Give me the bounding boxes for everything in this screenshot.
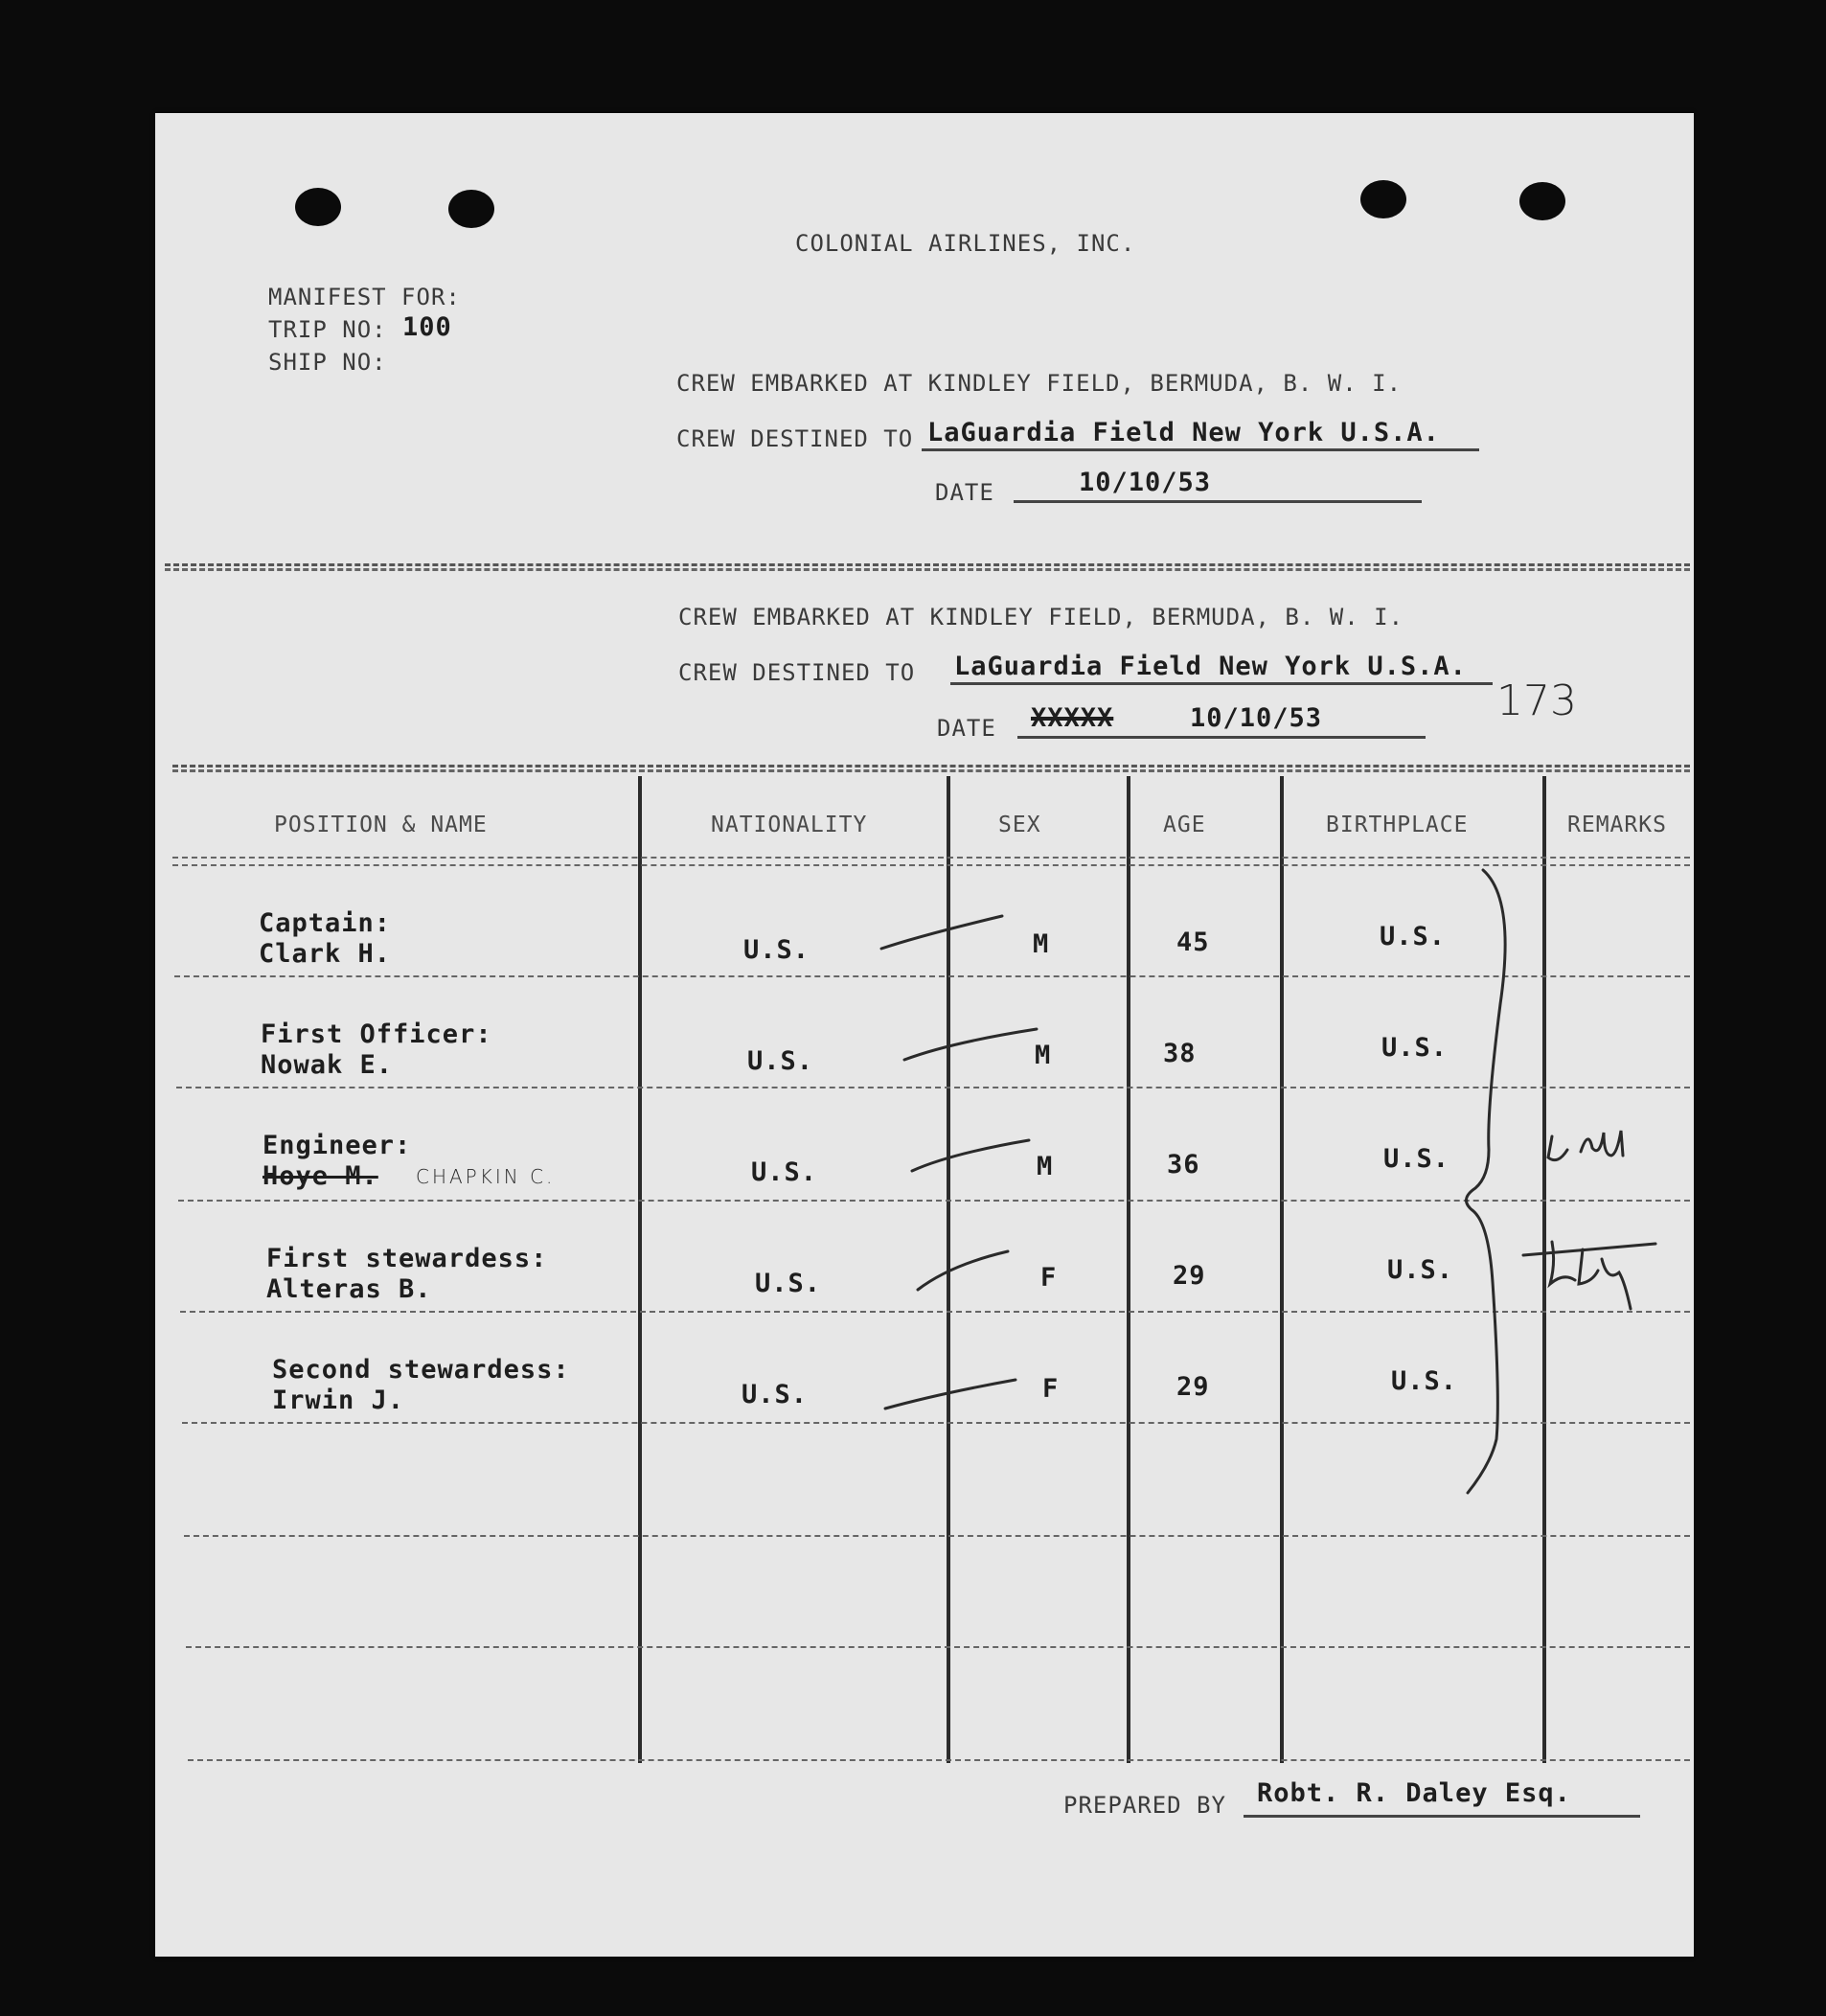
row-name: Alteras B. bbox=[266, 1274, 432, 1304]
row-birthplace: U.S. bbox=[1387, 1255, 1454, 1285]
trip-label: TRIP NO: bbox=[268, 316, 387, 343]
date-label-2: DATE bbox=[937, 715, 996, 742]
col-header-sex: SEX bbox=[998, 813, 1041, 837]
remark-scribble bbox=[1523, 1242, 1655, 1309]
handwritten-marks bbox=[155, 113, 1694, 1957]
row-name: Clark H. bbox=[259, 939, 392, 969]
brace bbox=[1466, 870, 1505, 1493]
row-nationality: U.S. bbox=[743, 935, 810, 965]
row-birthplace: U.S. bbox=[1381, 1033, 1449, 1063]
embarked-line-1: CREW EMBARKED AT KINDLEY FIELD, BERMUDA, B. W. I. bbox=[676, 370, 1403, 397]
date-value-2: 10/10/53 bbox=[1190, 703, 1323, 733]
remark-initial-b bbox=[1581, 1131, 1623, 1156]
row-birthplace: U.S. bbox=[1383, 1144, 1450, 1174]
row-age: 38 bbox=[1163, 1039, 1197, 1068]
prepared-label: PREPARED BY bbox=[1063, 1792, 1226, 1819]
ditto-dash bbox=[881, 916, 1002, 949]
row-sex: F bbox=[1042, 1374, 1060, 1404]
col-header-nationality: NATIONALITY bbox=[711, 813, 868, 837]
ditto-dash bbox=[912, 1140, 1029, 1171]
row-sex: M bbox=[1033, 929, 1050, 959]
col-header-birthplace: BIRTHPLACE bbox=[1326, 813, 1469, 837]
row-sex: M bbox=[1035, 1041, 1052, 1070]
date-struck: XXXXX bbox=[1031, 703, 1114, 733]
destined-label-1: CREW DESTINED TO bbox=[676, 425, 914, 452]
row-position: Second stewardess: bbox=[272, 1355, 570, 1385]
row-nationality: U.S. bbox=[747, 1046, 814, 1076]
row-position: Captain: bbox=[259, 908, 392, 938]
manifest-label: MANIFEST FOR: bbox=[268, 284, 461, 310]
ditto-dash bbox=[904, 1029, 1037, 1060]
row-sex: M bbox=[1037, 1152, 1054, 1181]
row-age: 29 bbox=[1173, 1261, 1206, 1291]
row-nationality: U.S. bbox=[742, 1380, 809, 1409]
row-sex: F bbox=[1040, 1263, 1058, 1293]
page-number: 173 bbox=[1496, 676, 1577, 725]
row-birthplace: U.S. bbox=[1380, 922, 1447, 951]
row-name: Irwin J. bbox=[272, 1386, 405, 1415]
prepared-underline bbox=[1244, 1815, 1640, 1818]
destined-label-2: CREW DESTINED TO bbox=[678, 659, 916, 686]
destined-value-1: LaGuardia Field New York U.S.A. bbox=[927, 418, 1440, 447]
prepared-value: Robt. R. Daley Esq. bbox=[1257, 1778, 1571, 1808]
col-header-remarks: REMARKS bbox=[1567, 813, 1667, 837]
ditto-dash bbox=[885, 1380, 1016, 1409]
row-position: First stewardess: bbox=[266, 1244, 548, 1273]
ditto-dash bbox=[918, 1251, 1008, 1290]
row-position: First Officer: bbox=[261, 1019, 492, 1049]
company-name: COLONIAL AIRLINES, INC. bbox=[795, 230, 1136, 257]
row-age: 45 bbox=[1176, 928, 1210, 957]
trip-value: 100 bbox=[402, 312, 452, 342]
embarked-line-2: CREW EMBARKED AT KINDLEY FIELD, BERMUDA, B. W. I. bbox=[678, 604, 1404, 630]
row-age: 36 bbox=[1167, 1150, 1200, 1180]
date-value-1: 10/10/53 bbox=[1079, 468, 1212, 497]
row-birthplace: U.S. bbox=[1391, 1366, 1458, 1396]
col-header-position: POSITION & NAME bbox=[274, 813, 488, 837]
destined-value-2: LaGuardia Field New York U.S.A. bbox=[954, 652, 1467, 681]
manifest-page bbox=[155, 113, 1694, 1957]
ship-label: SHIP NO: bbox=[268, 349, 387, 376]
date-label-1: DATE bbox=[935, 479, 994, 506]
row-name: Nowak E. bbox=[261, 1050, 394, 1080]
row-nationality: U.S. bbox=[751, 1157, 818, 1187]
row-position: Engineer: bbox=[262, 1131, 412, 1160]
remark-initial-a bbox=[1548, 1136, 1567, 1160]
row-name-handwritten: CHAPKIN C. bbox=[416, 1165, 556, 1188]
col-header-age: AGE bbox=[1163, 813, 1206, 837]
row-name-struck: Hoye M. bbox=[262, 1161, 378, 1191]
row-nationality: U.S. bbox=[755, 1269, 822, 1298]
row-age: 29 bbox=[1176, 1372, 1210, 1402]
